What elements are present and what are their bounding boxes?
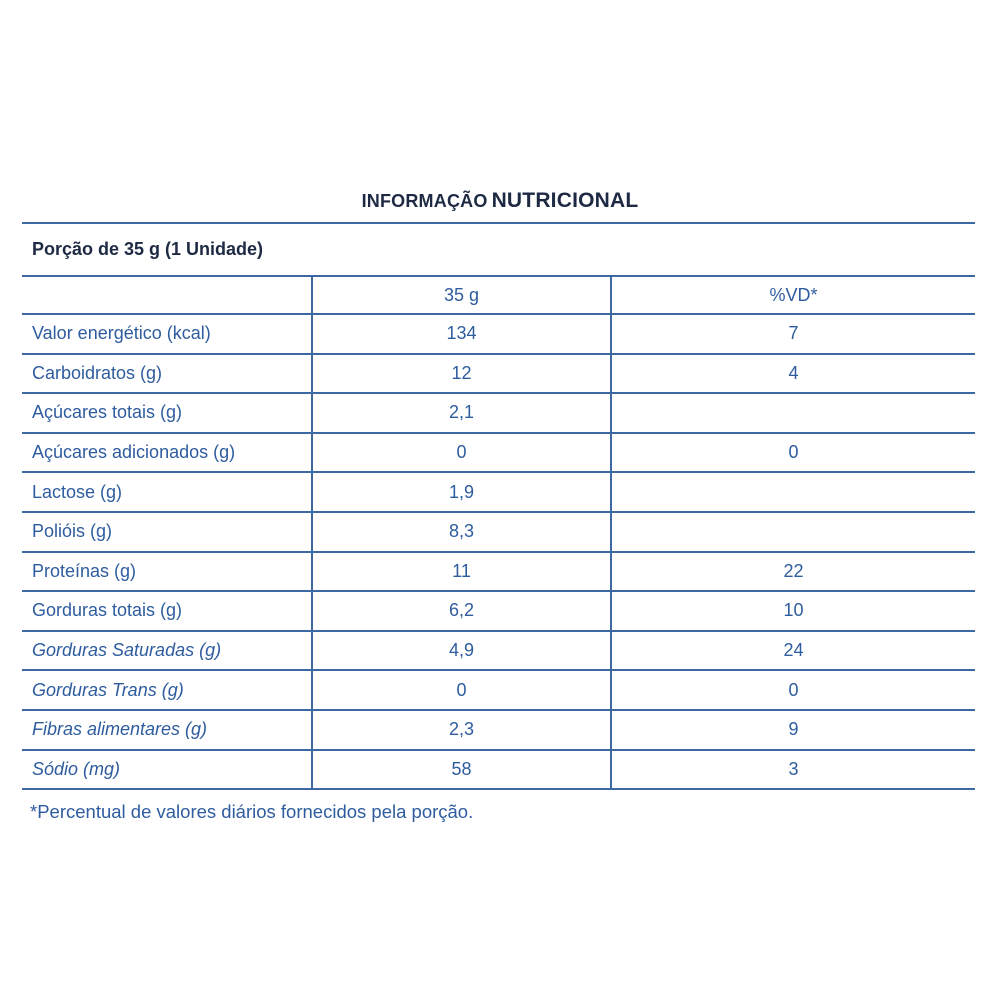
table-row: [22, 671, 975, 711]
table-header-row: [22, 277, 975, 315]
table-row: [22, 394, 975, 434]
nutrient-vd-value: [610, 473, 975, 511]
nutrient-vd-value: 24: [610, 632, 975, 670]
serving-size-row: [22, 222, 975, 277]
nutrient-vd-value: 4: [610, 355, 975, 393]
nutrient-vd-value: 7: [610, 315, 975, 353]
table-row: [22, 513, 975, 553]
table-row: [22, 711, 975, 751]
nutrient-label: Carboidratos (g): [32, 362, 163, 383]
nutrient-amount-value: 1,9: [311, 473, 610, 511]
nutrient-amount-value: 0: [311, 434, 610, 472]
table-row: [22, 553, 975, 593]
nutrient-amount-value: 2,3: [311, 711, 610, 749]
footnote: *Percentual de valores diários fornecidos pela porção.: [30, 801, 474, 822]
title-word-informacao: INFORMAÇÃO: [361, 191, 488, 211]
nutrient-label: Polióis (g): [32, 521, 113, 542]
nutrient-amount-value: 11: [311, 553, 610, 591]
nutrient-vd-value: 3: [610, 751, 975, 789]
nutrient-label: Sódio (mg): [32, 758, 121, 779]
nutrient-vd-value: [610, 513, 975, 551]
nutrient-vd-value: 0: [610, 671, 975, 709]
header-amount-cell: 35 g: [311, 277, 610, 313]
nutrient-vd-value: 0: [610, 434, 975, 472]
title-word-nutricional: NUTRICIONAL: [491, 189, 639, 212]
table-row: [22, 315, 975, 355]
nutrient-label: Proteínas (g): [32, 560, 137, 581]
table-row: [22, 751, 975, 791]
table-row: [22, 355, 975, 395]
nutrient-amount-value: 2,1: [311, 394, 610, 432]
nutrient-label: Valor energético (kcal): [32, 323, 211, 344]
header-empty-cell: [22, 277, 311, 313]
nutrient-vd-value: 10: [610, 592, 975, 630]
serving-size-label: Porção de 35 g (1 Unidade): [32, 239, 264, 259]
nutrient-label: Açúcares adicionados (g): [32, 442, 236, 463]
nutrient-vd-value: 9: [610, 711, 975, 749]
header-vd-cell: %VD*: [610, 277, 975, 313]
table-body: [22, 315, 975, 790]
table-row: [22, 473, 975, 513]
nutrient-vd-value: [610, 394, 975, 432]
nutrient-label: Gorduras Saturadas (g): [32, 640, 222, 661]
nutrient-vd-value: 22: [610, 553, 975, 591]
nutrient-label: Gorduras totais (g): [32, 600, 183, 621]
nutrient-label: Fibras alimentares (g): [32, 719, 208, 740]
table-row: [22, 632, 975, 672]
page-title: [0, 178, 1000, 215]
nutrient-amount-value: 134: [311, 315, 610, 353]
nutrient-label: Lactose (g): [32, 481, 123, 502]
nutrient-label: Açúcares totais (g): [32, 402, 183, 423]
nutrition-table: [22, 222, 975, 790]
table-row: [22, 434, 975, 474]
nutrient-label: Gorduras Trans (g): [32, 679, 184, 700]
nutrient-amount-value: 58: [311, 751, 610, 789]
nutrient-amount-value: 8,3: [311, 513, 610, 551]
table-row: [22, 592, 975, 632]
nutrient-amount-value: 6,2: [311, 592, 610, 630]
nutrient-amount-value: 12: [311, 355, 610, 393]
nutrient-amount-value: 0: [311, 671, 610, 709]
nutrient-amount-value: 4,9: [311, 632, 610, 670]
